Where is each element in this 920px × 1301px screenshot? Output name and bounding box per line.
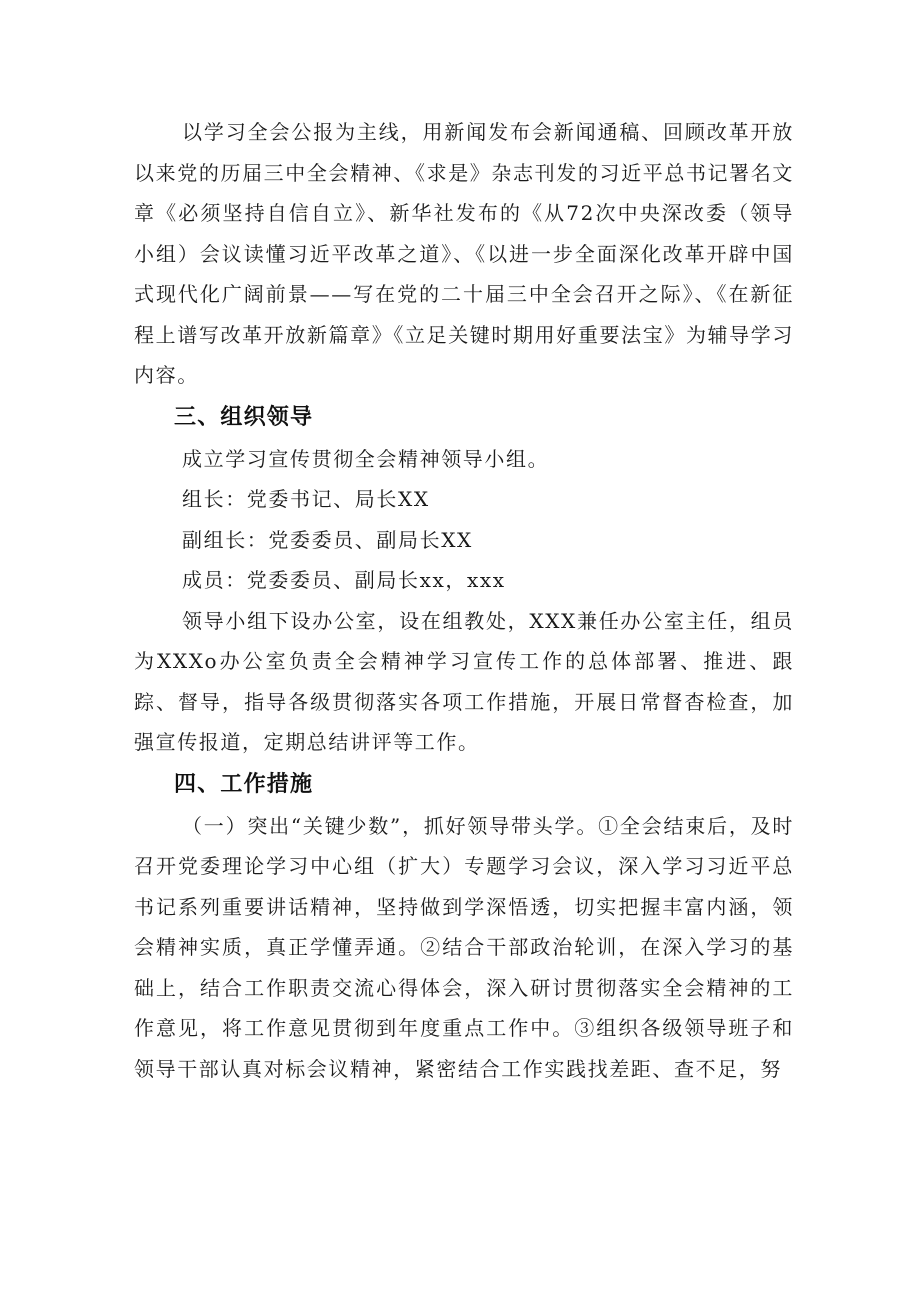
- document-body: [134, 112, 794, 1089]
- section-heading-measures: 四、工作措施: [174, 771, 314, 797]
- paragraph-measure-one: （一）突出“关键少数”，抓好领导带头学。①全会结束后，及时召开党委理论学习中心组（扩大）专题学习会议，深入学习习近平总书记系列重要讲话精神，坚持做到学深悟透，切实把握丰富内涵，领会精神实质，真正学懂弄通。②结合干部政治轮训，在深入学习的基础上，结合工作职责交流心得体会，深入研讨贯彻落实全会精神的工作意见，将工作意见贯彻到年度重点工作中。③组织各级领导班子和领导干部认真对标会议精神，紧密结合工作实践找差距、查不足，努: [134, 813, 794, 1081]
- line-group-leader: 组长：党委书记、局长XX: [182, 487, 430, 511]
- line-deputy-leader: 副组长：党委委员、副局长XX: [182, 527, 473, 552]
- line-leading-group: 成立学习宣传贯彻全会精神领导小组。: [182, 446, 550, 471]
- line-members: 成员：党委委员、副局长xx，xxx: [182, 568, 506, 592]
- paragraph-study-content: 以学习全会公报为主线，用新闻发布会新闻通稿、回顾改革开放以来党的历届三中全会精神、《求是》杂志刊发的习近平总书记署名文章《必须坚持自信自立》、新华社发布的《从72次中央深改委（领导小组）会议读懂习近平改革之道》、《以进一步全面深化改革开辟中国式现代化广阔前景——写在党的二十届三中全会召开之际》、《在新征程上谱写改革开放新篇章》《立足关键时期用好重要法宝》为辅导学习内容。: [134, 120, 794, 387]
- section-heading-organization: 三、组织领导: [174, 404, 314, 430]
- paragraph-office: 领导小组下设办公室，设在组教处，XXX兼任办公室主任，组员为XXXo办公室负责全会精神学习宣传工作的总体部署、推进、跟踪、督导，指导各级贯彻落实各项工作措施，开展日常督杳检查，加强宣传报道，定期总结讲评等工作。: [134, 608, 794, 754]
